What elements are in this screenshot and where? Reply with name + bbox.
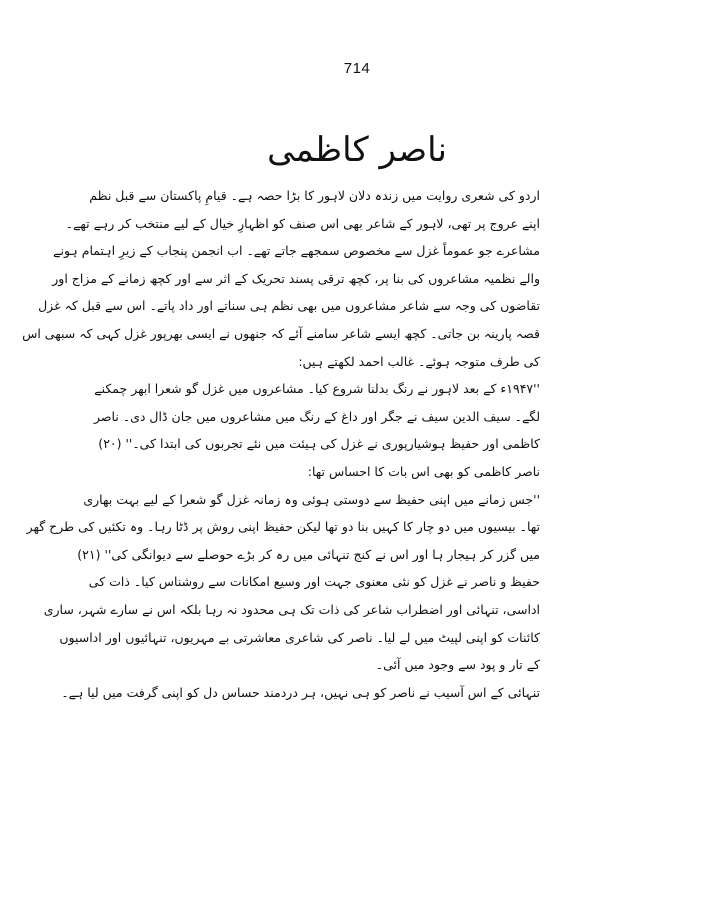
text-line: تنہائی کے اس آسیب نے ناصر کو ہی نہیں، ہر دردمند حساس دل کو اپنی گرفت میں لیا ہے۔ [61,684,540,700]
text-line: حفیظ و ناصر نے غزل کو نئی معنوی جہت اور وسیع امکانات سے روشناس کیا۔ ذات کی [88,574,540,590]
quote-line: تھا۔ بیسیوں میں دو چار کا کہیں بنا دو تھا لیکن حفیظ اپنی روش پر ڈٹا رہا۔ وہ تکئیں کی طرح گھر [26,519,540,535]
quote-line: کاظمی اور حفیظ ہوشیارپوری نے غزل کی ہیئت میں نئے تجربوں کی ابتدا کی۔'' (۲۰) [98,436,540,452]
text-line: کے تار و پود سے وجود میں آئی۔ [375,657,540,673]
quote-line: ''جس زمانے میں اپنی حفیظ سے دوستی ہوئی وہ زمانہ غزل گو شعرا کے لیے بہت بھاری [83,491,540,507]
text-line: مشاعرے جو عموماً غزل سے مخصوص سمجھے جاتے تھے۔ اب انجمن پنجاب کے زیرِ اہتمام ہونے [53,243,540,259]
text-line: کی طرف متوجہ ہوئے۔ غالب احمد لکھتے ہیں: [298,353,540,369]
quote-line: لگے۔ سیف الدین سیف نے جگر اور داغ کے رنگ میں مشاعروں میں جان ڈال دی۔ ناصر [94,408,540,424]
quote-line: میں گزر کر ہیجار ہا اور اس نے کنج تنہائی میں رہ کر بڑے حوصلے سے دیوانگی کی'' (۲۱) [77,546,540,562]
text-line: اردو کی شعری روایت میں زندہ دلان لاہور کا بڑا حصہ ہے۔ قیامِ پاکستان سے قبل نظم [89,188,540,203]
text-line: اداسی، تنہائی اور اضطراب شاعر کی ذات تک ہی محدود نہ رہا بلکہ اس نے سارے شہر، ساری [43,601,540,617]
quote-line: ''۱۹۴۷ء کے بعد لاہور نے رنگ بدلنا شروع کیا۔ مشاعروں میں غزل گو شعرا ابھر چمکنے [94,381,540,397]
text-line: اپنے عروج پر تھی، لاہور کے شاعر بھی اس صنف کو اظہارِ خیال کے لیے منتخب کر رہے تھے۔ [65,215,540,231]
body-text [22,182,540,706]
text-line: قصہ پارینہ بن جاتی۔ کچھ ایسے شاعر سامنے آئے کہ جنھوں نے ایسی بھرپور غزل کہی کہ سبھی اس [22,325,540,341]
chapter-title: ناصر کاظمی [267,130,447,170]
text-line: کائنات کو اپنی لپیٹ میں لے لیا۔ ناصر کی شاعری معاشرتی بے مہریوں، تنہائیوں اور اداسیوں [59,629,540,645]
text-line: والے نظمیہ مشاعروں کی بنا پر، کچھ ترقی پسند تحریک کے اثر سے اور کچھ زمانے کے مزاج اور [52,270,540,286]
text-line: ناصر کاظمی کو بھی اس بات کا احساس تھا: [307,463,540,479]
text-line: تقاضوں کی وجہ سے شاعر مشاعروں میں بھی نظم ہی سناتے اور داد پاتے۔ اس سے قبل کہ غزل [38,298,540,314]
page-number: 714 [343,60,371,77]
